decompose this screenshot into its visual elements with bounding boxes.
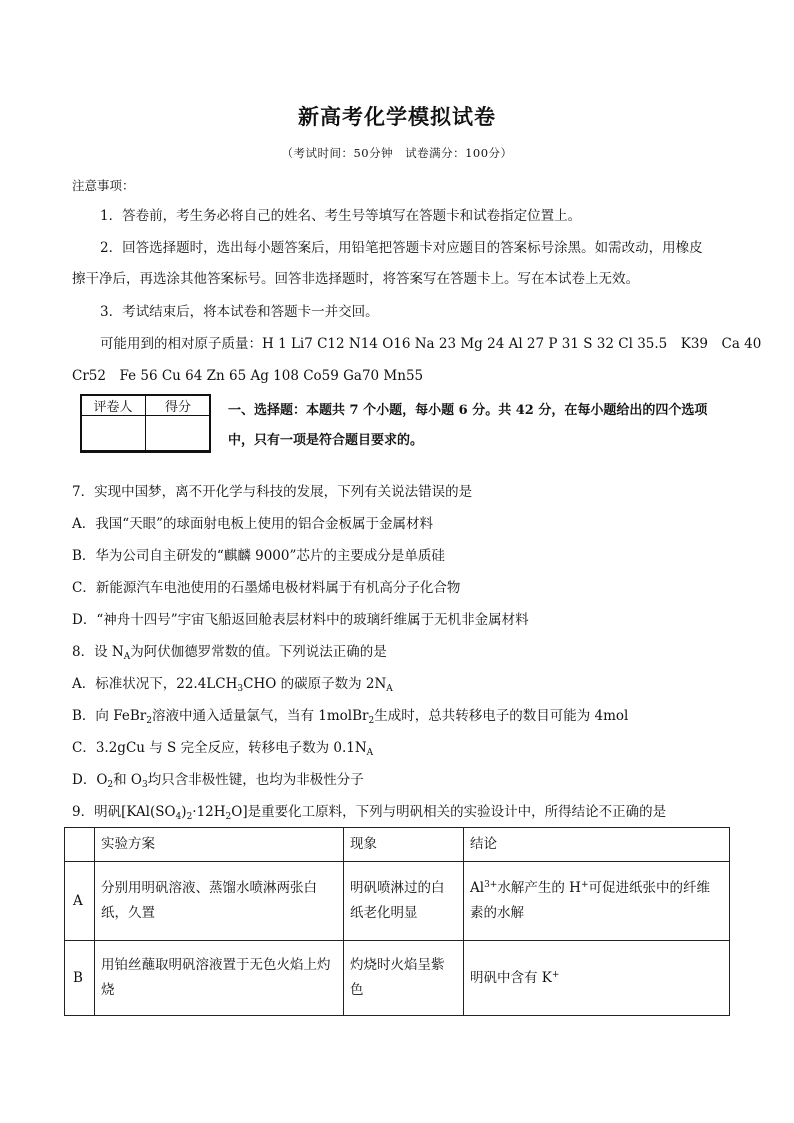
q7-stem: 7．实现中国梦，离不开化学与科技的发展，下列有关说法错误的是 <box>72 484 473 500</box>
score-label: 得分 <box>146 395 211 416</box>
q7-option-d: D．“神舟十四号”宇宙飞船返回舱表层材料中的玻璃纤维属于无机非金属材料 <box>72 612 529 628</box>
row-plan: 用铂丝蘸取明矾溶液置于无色火焰上灼烧 <box>95 941 344 1016</box>
row-conclusion: 明矾中含有 K+ <box>464 941 730 1016</box>
notice-item-2-line-2: 擦干净后，再选涂其他答案标号。回答非选择题时，将答案写在答题卡上。写在本试卷上无效。 <box>72 271 639 287</box>
row-label: A <box>65 862 95 941</box>
q7-option-b: B．华为公司自主研发的“麒麟 9000”芯片的主要成分是单质硅 <box>72 548 445 564</box>
section-heading <box>228 396 728 456</box>
row-phenomenon: 灼烧时火焰呈紫色 <box>344 941 464 1016</box>
header-cell-phenomenon: 现象 <box>344 828 464 862</box>
atomic-mass-line-2: Cr52 Fe 56 Cu 64 Zn 65 Ag 108 Co59 Ga70 Mn55 <box>72 368 424 384</box>
atomic-mass-line-1: 可能用到的相对原子质量：H 1 Li7 C12 N14 O16 Na 23 Mg 24 Al 27 P 31 S 32 Cl 35.5 K39 Ca 40 <box>100 336 762 352</box>
q7-option-a: A．我国“天眼”的球面射电板上使用的铝合金板属于金属材料 <box>72 516 434 532</box>
q8-option-b: B．向 FeBr$_2$溶液中通入适量氯气，当有 1molBr$_2$生成时，总共转移电子的数目可能为 4mol <box>72 708 629 726</box>
q9-stem: 9．明矾$[KAl(SO_4)_2\cdot 12H_2O]$是重要化工原料，下列与明矾相关的实验设计中，所得结论不正确的是 <box>72 804 667 822</box>
exam-time-info: （考试时间：50分钟 试卷满分：100分） <box>281 146 513 160</box>
section-heading-line-2: 中，只有一项是符合题目要求的。 <box>228 433 424 448</box>
q8-stem: 8．设 $N_A$为阿伏伽德罗常数的值。下列说法正确的是 <box>72 644 387 662</box>
q8-option-d: D．$O_2$和 $O_3$均只含非极性键，也均为非极性分子 <box>72 772 364 790</box>
notice-item-1: 1．答卷前，考生务必将自己的姓名、考生号等填写在答题卡和试卷指定位置上。 <box>100 208 582 224</box>
section-heading-line-1: 一、选择题：本题共 7 个小题，每小题 6 分。共 42 分，在每小题给出的四个选项 <box>228 403 708 418</box>
header-cell-plan: 实验方案 <box>95 828 344 862</box>
notice-item-3: 3．考试结束后，将本试卷和答题卡一并交回。 <box>100 304 379 320</box>
table-row <box>65 941 730 1016</box>
grader-box-border <box>80 394 211 452</box>
row-phenomenon: 明矾喷淋过的白纸老化明显 <box>344 862 464 941</box>
experiment-table <box>64 827 730 1016</box>
row-conclusion: $Al^{3+}$水解产生的 H+可促进纸张中的纤维素的水解 <box>464 862 730 941</box>
header-cell-blank <box>65 828 95 862</box>
table-header-row <box>65 828 730 862</box>
notice-item-2-line-1: 2．回答选择题时，选出每小题答案后，用铅笔把答题卡对应题目的答案标号涂黑。如需改动，用橡皮 <box>100 240 703 256</box>
q7-option-c: C．新能源汽车电池使用的石墨烯电极材料属于有机高分子化合物 <box>72 580 461 596</box>
row-plan: 分别用明矾溶液、蒸馏水喷淋两张白纸，久置 <box>95 862 344 941</box>
q8-option-a: A．标准状况下，$22.4LCH_3CHO$ 的碳原子数为 $2N_A$ <box>72 676 393 694</box>
grader-label: 评卷人 <box>81 395 146 416</box>
page-title: 新高考化学模拟试卷 <box>298 105 496 129</box>
table-row <box>65 862 730 941</box>
row-label: B <box>65 941 95 1016</box>
header-cell-conclusion: 结论 <box>464 828 730 862</box>
notice-heading: 注意事项： <box>72 178 135 193</box>
q8-option-c: C．3.2gCu 与 S 完全反应，转移电子数为 $0.1N_A$ <box>72 740 374 758</box>
